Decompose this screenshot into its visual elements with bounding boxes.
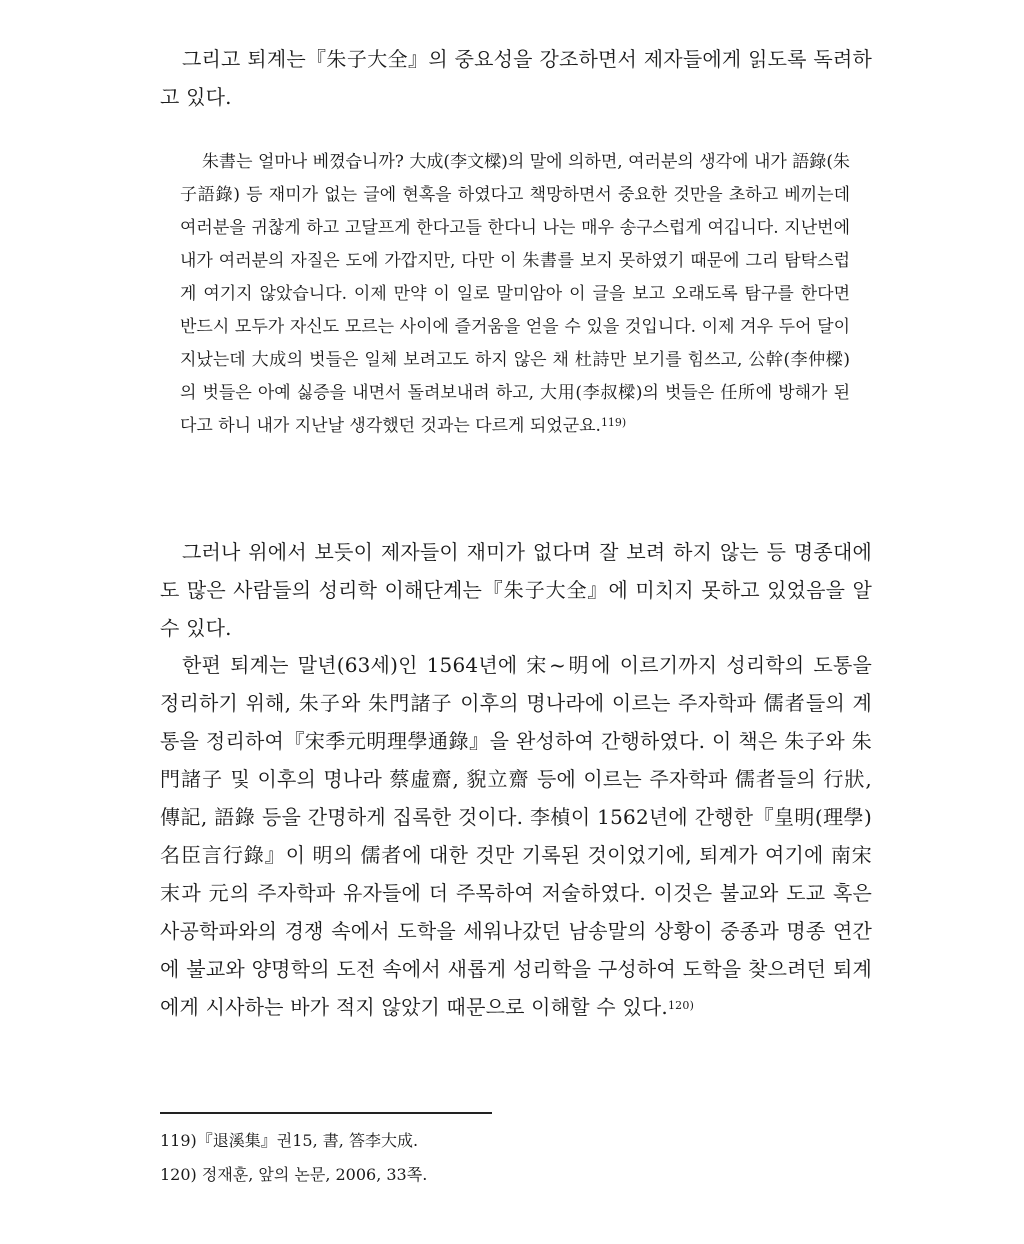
intro-paragraph	[160, 40, 872, 116]
after-quote-paragraph	[160, 533, 872, 647]
quote-text: 朱書는 얼마나 베꼈습니까? 大成(李文樑)의 말에 의하면, 여러분의 생각에 내가 語錄(朱子語錄) 등 재미가 없는 글에 현혹을 하였다고 책망하면서 중요한 것만을 초하고 베끼는데 여러분을 귀찮게 하고 고달프게 한다고들 한다니 나는 매우 송구스럽게 여깁니다. 지난번에 내가 여러분의 자질은 도에 가깝지만, 다만 이 朱書를 보지 못하였기 때문에 그리 탐탁스럽게 여기지 않았습니다. 이제 만약 이 일로 말미암아 이 글을 보고 오래도록 탐구를 한다면 반드시 모두가 자신도 모르는 사이에 즐거움을 얻을 수 있을 것입니다. 이제 겨우 두어 달이 지났는데 大成의 벗들은 일체 보려고도 하지 않은 채 杜詩만 보기를 힘쓰고, 公幹(李仲樑)의 벗들은 아예 싫증을 내면서 돌려보내려 하고, 大用(李叔樑)의 벗들은 任所에 방해가 된다고 하니 내가 지난날 생각했던 것과는 다르게 되었군요.	[180, 152, 850, 436]
footnote-ref-120[interactable]: 120)	[667, 999, 695, 1012]
block-quote	[180, 146, 850, 443]
intro-text: 그리고 퇴계는『朱子大全』의 중요성을 강조하면서 제자들에게 읽도록 독려하고 있다.	[160, 47, 872, 109]
footnote-119: 119)『退溪集』권15, 書, 答李大成.	[160, 1131, 419, 1150]
footnote-divider	[160, 1112, 492, 1114]
main-paragraph	[160, 646, 872, 1026]
after-quote-text: 그러나 위에서 보듯이 제자들이 재미가 없다며 잘 보려 하지 않는 등 명종대에도 많은 사람들의 성리학 이해단계는『朱子大全』에 미치지 못하고 있었음을 알 수 있다.	[160, 540, 872, 640]
footnotes-list	[160, 1124, 872, 1192]
footnote-ref-119[interactable]: 119)	[600, 416, 627, 429]
footnote-120: 120) 정재훈, 앞의 논문, 2006, 33쪽.	[160, 1165, 428, 1184]
main-text: 한편 퇴계는 말년(63세)인 1564년에 宋~明에 이르기까지 성리학의 도통을 정리하기 위해, 朱子와 朱門諸子 이후의 명나라에 이르는 주자학파 儒者들의 계통을 정리하여『宋季元明理學通錄』을 완성하여 간행하였다. 이 책은 朱子와 朱門諸子 및 이후의 명나라 蔡虛齋, 貎立齋 등에 이르는 주자학파 儒者들의 行狀, 傳記, 語錄 등을 간명하게 집록한 것이다. 李楨이 1562년에 간행한『皇明(理學)名臣言行錄』이 明의 儒者에 대한 것만 기록된 것이었기에, 퇴계가 여기에 南宋 末과 元의 주자학파 유자들에 더 주목하여 저술하였다. 이것은 불교와 도교 혹은 사공학파와의 경쟁 속에서 도학을 세워나갔던 남송말의 상황이 중종과 명종 연간에 불교와 양명학의 도전 속에서 새롭게 성리학을 구성하여 도학을 찾으려던 퇴계에게 시사하는 바가 적지 않았기 때문으로 이해할 수 있다.	[160, 653, 872, 1019]
